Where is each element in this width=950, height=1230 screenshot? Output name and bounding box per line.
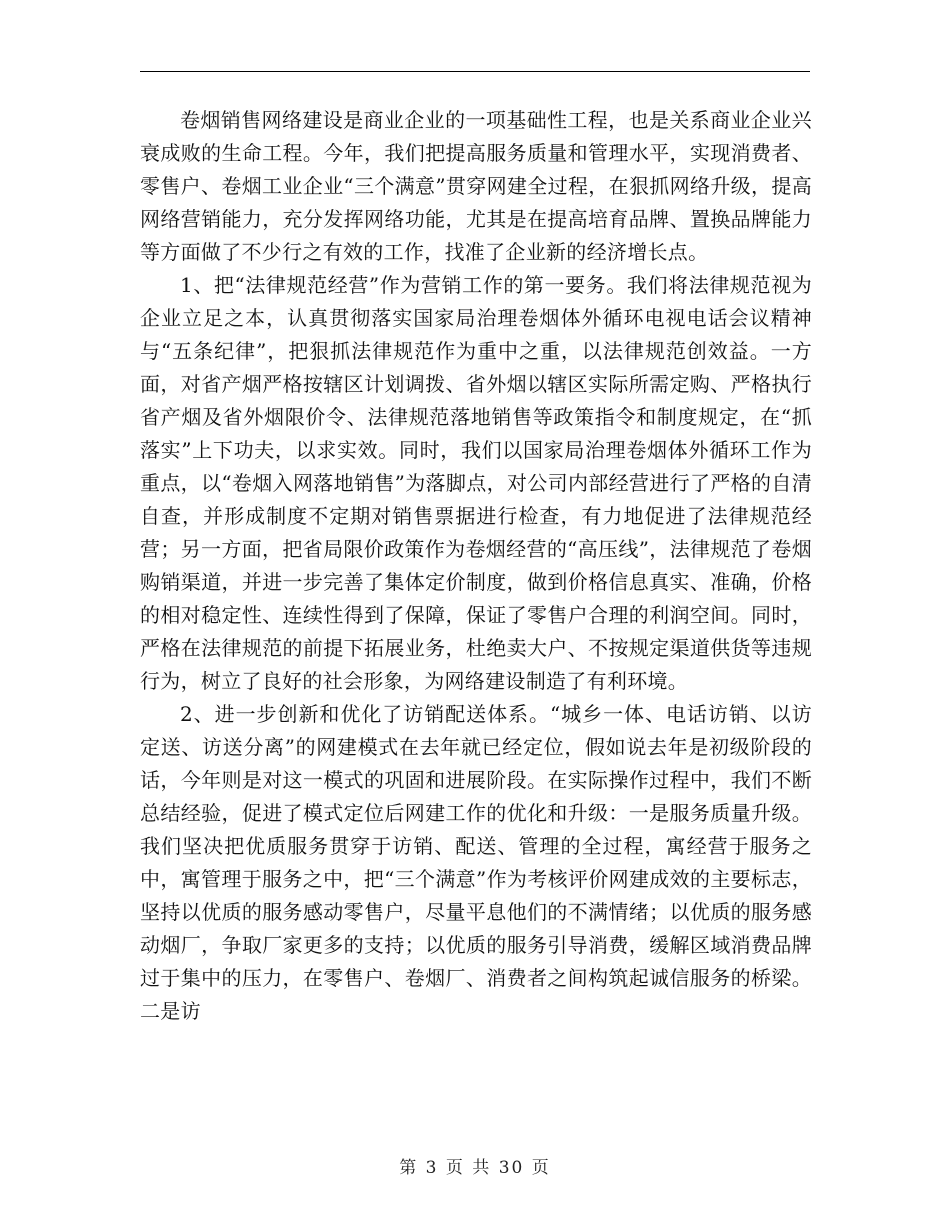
header-rule xyxy=(140,71,810,72)
paragraph-section-2: 2、进一步创新和优化了访销配送体系。“城乡一体、电话访销、以访定送、访送分离”的网建模式在去年就已经定位，假如说去年是初级阶段的话，今年则是对这一模式的巩固和进展阶段。在实际操作过程中，我们不断总结经验，促进了模式定位后网建工作的优化和升级：一是服务质量升级。我们坚决把优质服务贯穿于访销、配送、管理的全过程，寓经营于服务之中，寓管理于服务之中，把“三个满意”作为考核评价网建成效的主要标志，坚持以优质的服务感动零售户，尽量平息他们的不满情绪；以优质的服务感动烟厂，争取厂家更多的支持；以优质的服务引导消费，缓解区域消费品牌过于集中的压力，在零售户、卷烟厂、消费者之间构筑起诚信服务的桥梁。二是访 xyxy=(140,702,812,1023)
paragraph-section-1: 1、把“法律规范经营”作为营销工作的第一要务。我们将法律规范视为企业立足之本，认真贯彻落实国家局治理卷烟体外循环电视电话会议精神与“五条纪律”，把狠抓法律规范作为重中之重，以法律规范创效益。一方面，对省产烟严格按辖区计划调拨、省外烟以辖区实际所需定购、严格执行省产烟及省外烟限价令、法律规范落地销售等政策指令和制度规定，在“抓落实”上下功夫，以求实效。同时，我们以国家局治理卷烟体外循环工作为重点，以“卷烟入网落地销售”为落脚点，对公司内部经营进行了严格的自清自查，并形成制度不定期对销售票据进行检查，有力地促进了法律规范经营；另一方面，把省局限价政策作为卷烟经营的“高压线”，法律规范了卷烟购销渠道，并进一步完善了集体定价制度，做到价格信息真实、准确，价格的相对稳定性、连续性得到了保障，保证了零售户合理的利润空间。同时，严格在法律规范的前提下拓展业务，杜绝卖大户、不按规定渠道供货等违规行为，树立了良好的社会形象，为网络建设制造了有利环境。 xyxy=(140,273,812,693)
document-body xyxy=(140,104,812,1028)
paragraph-intro: 卷烟销售网络建设是商业企业的一项基础性工程，也是关系商业企业兴衰成败的生命工程。今年，我们把提高服务质量和管理水平，实现消费者、零售户、卷烟工业企业“三个满意”贯穿网建全过程，在狠抓网络升级，提高网络营销能力，充分发挥网络功能，尤其是在提高培育品牌、置换品牌能力等方面做了不少行之有效的工作，找准了企业新的经济增长点。 xyxy=(140,108,812,264)
page-number: 第 3 页 共 30 页 xyxy=(399,1158,551,1178)
